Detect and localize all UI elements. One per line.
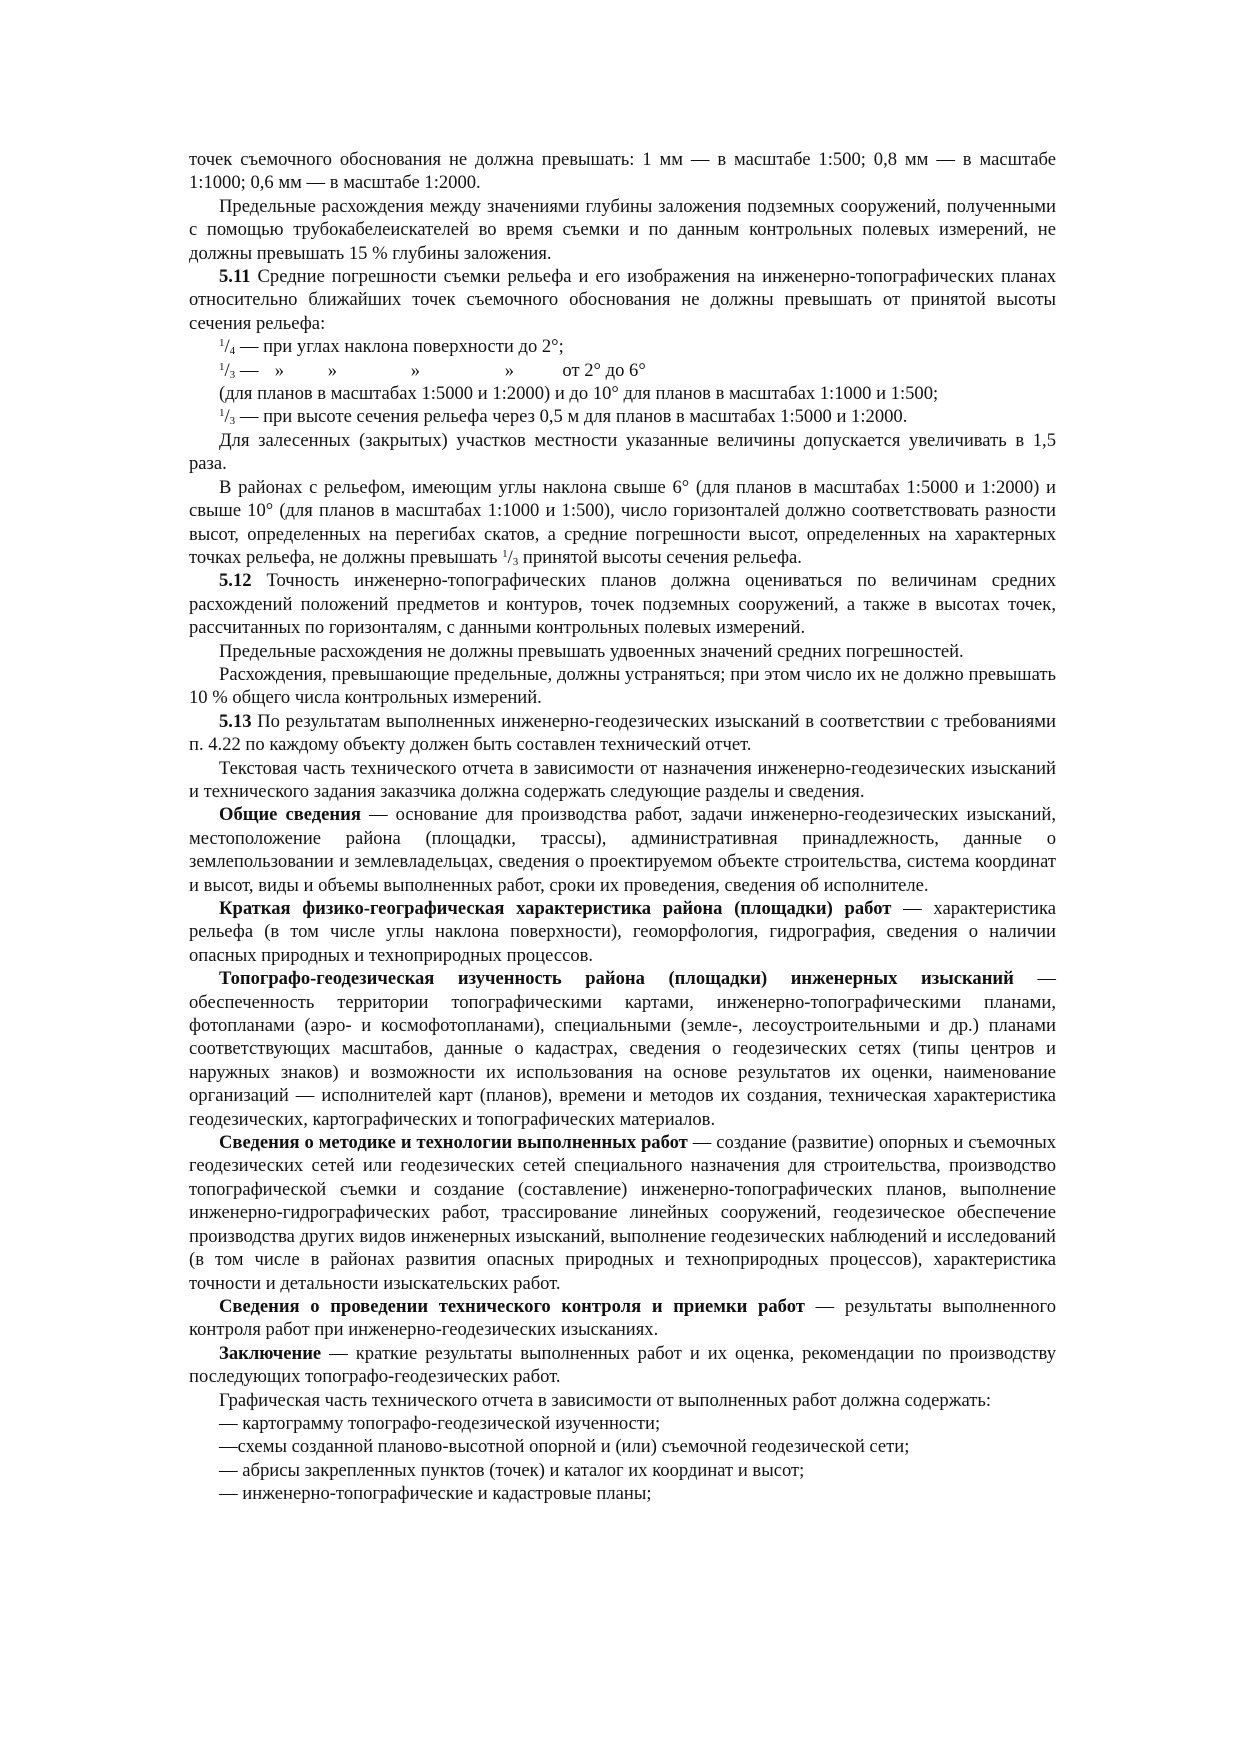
- paragraph: Графическая часть технического отчета в зависимости от выполненных работ должна содержать:: [219, 1389, 992, 1411]
- report-section-title: Топографо-геодезическая изученность района (площадки) инженерных изысканий: [219, 968, 1014, 990]
- section-text: Точность инженерно-топографических планов должна оцениваться по величинам средних расхождений положений предметов и контуров, точек подземных сооружений, а также в высотах точек, рассчитанных по горизонталям, с данными контрольных полевых измерений.: [189, 570, 1056, 639]
- ditto-mark: »: [410, 359, 421, 381]
- section-5-12: [189, 569, 1056, 639]
- section-number: 5.11: [219, 266, 251, 288]
- list-item: — инженерно-топографические и кадастровые планы;: [219, 1483, 652, 1505]
- ditto-mark: »: [504, 359, 515, 381]
- paragraph: Предельные расхождения не должны превышать удвоенных значений средних погрешностей.: [219, 640, 964, 662]
- section-5-11: [189, 265, 1056, 335]
- report-section-physgeo: Краткая физико-географическая характеристика района (площадки) работ — характеристика рельефа (в том числе углы наклона поверхности), геоморфология, гидрография, сведения о наличии опасных природных и техноприродных процессов.: [189, 898, 1056, 966]
- section-number: 5.13: [219, 710, 252, 732]
- section-text: Средние погрешности съемки рельефа и его изображения на инженерно-топографических планах относительно ближайших точек съемочного обоснования не должны превышать от принятой высоты сечения рельефа:: [189, 266, 1056, 334]
- fraction-one-quarter: $^1/_4$: [219, 336, 236, 358]
- report-section-title: Сведения о методике и технологии выполненных работ: [219, 1132, 688, 1154]
- fraction-one-third: $^1/_3$: [219, 406, 236, 428]
- report-section-conclusion: Заключение — краткие результаты выполненных работ и их оценка, рекомендации по производству последующих топографо-геодезических работ.: [189, 1342, 1056, 1388]
- fraction-one-third: $^1/_3$: [502, 546, 519, 568]
- report-section-general: Общие сведения — основание для производства работ, задачи инженерно-геодезических изысканий, местоположение района (площадки, трассы), административная принадлежность, данные о землепользовании и землевладельцах, сведения о проектируемом объекте строительства, система координат и высот, виды и объемы выполненных работ, сроки их проведения, сведения об исполнителе.: [189, 804, 1056, 896]
- report-section-title: Заключение: [219, 1342, 322, 1364]
- report-section-topo: Топографо-геодезическая изученность района (площадки) инженерных изысканий — обеспеченность территории топографическими картами, инженерно-топографическими планами, фотопланами (аэро- и космофотопланами), специальными (земле-, лесоустроительными и др.) планами соответствующих масштабов, данные о кадастрах, сведения о геодезических сетях (типы центров и наружных знаков) и возможности их использования на основе результатов их оценки, наименование организаций — исполнителей карт (планов), времени и методов их создания, техническая характеристика геодезических, картографических и топографических материалов.: [189, 968, 1056, 1130]
- paragraph: Текстовая часть технического отчета в зависимости от назначения инженерно-геодезических изысканий и технического задания заказчика должна содержать следующие разделы и сведения.: [189, 757, 1056, 802]
- list-item: — картограмму топографо-геодезической изученности;: [219, 1412, 661, 1434]
- fraction-one-third: $^1/_3$: [219, 359, 236, 381]
- fraction-item: $^1/_3$ — при высоте сечения рельефа через 0,5 м для планов в масштабах 1:5000 и 1:2000.: [219, 406, 908, 428]
- report-section-control: Сведения о проведении технического контроля и приемки работ — результаты выполненного контроля работ при инженерно-геодезических изысканиях.: [189, 1295, 1056, 1341]
- paragraph: В районах с рельефом, имеющим углы наклона свыше 6° (для планов в масштабах 1:5000 и 1:2000) и свыше 10° (для планов в масштабах 1:1000 и 1:500), число горизонталей должно соответствовать разности высот, определенных на перегибах скатов, а средние погрешности высот, определенных на характерных точках рельефа, не должны превышать $^1/_3$ принятой высоты сечения рельефа.: [189, 476, 1056, 568]
- paragraph: Для залесенных (закрытых) участков местности указанные величины допускается увеличивать в 1,5 раза.: [189, 429, 1056, 475]
- paragraph: Расхождения, превышающие предельные, должны устраняться; при этом число их не должно превышать 10 % общего числа контрольных измерений.: [189, 663, 1056, 709]
- paragraph: точек съемочного обоснования не должна превышать: 1 мм — в масштабе 1:500; 0,8 мм — в масштабе 1:1000; 0,6 мм — в масштабе 1:2000.: [189, 149, 1056, 194]
- report-section-title: Сведения о проведении технического контроля и приемки работ: [219, 1295, 805, 1317]
- section-text: По результатам выполненных инженерно-геодезических изысканий в соответствии с требованиями п. 4.22 по каждому объекту должен быть составлен технический отчет.: [189, 710, 1056, 756]
- document-page: [189, 148, 1056, 1506]
- fraction-item-continuation: (для планов в масштабах 1:5000 и 1:2000) и до 10° для планов в масштабах 1:1000 и 1:500;: [219, 383, 939, 405]
- list-item: —схемы созданной планово-высотной опорной и (или) съемочной геодезической сети;: [219, 1436, 910, 1458]
- report-section-title: Общие сведения: [219, 804, 361, 826]
- report-section-title: Краткая физико-географическая характеристика района (площадки) работ: [219, 898, 892, 919]
- fraction-item-ditto: $^1/_3$ — » » » » от 2° до 6°: [219, 359, 646, 381]
- fraction-item: $^1/_4$ — при углах наклона поверхности до 2°;: [219, 336, 564, 358]
- ditto-mark: »: [327, 359, 338, 381]
- list-item: — абрисы закрепленных пунктов (точек) и каталог их координат и высот;: [219, 1459, 805, 1481]
- ditto-mark: »: [274, 359, 285, 381]
- angle-range: от 2° до 6°: [562, 359, 646, 381]
- section-number: 5.12: [219, 570, 252, 592]
- paragraph: Предельные расхождения между значениями глубины заложения подземных сооружений, полученными с помощью трубокабелеискателей во время съемки и по данным контрольных полевых измерений, не должны превышать 15 % глубины заложения.: [189, 195, 1056, 264]
- section-5-13: [189, 710, 1056, 757]
- report-section-method: Сведения о методике и технологии выполненных работ — создание (развитие) опорных и съемочных геодезических сетей или геодезических сетей специального назначения для строительства, производство топографической съемки и создание (составление) инженерно-топографических планов, выполнение инженерно-гидрографических работ, трассирование линейных сооружений, геодезическое обеспечение производства других видов инженерных изысканий, выполнение геодезических наблюдений и исследований (в том числе в районах развития опасных природных и техноприродных процессов), характеристика точности и детальности изыскательских работ.: [189, 1132, 1056, 1294]
